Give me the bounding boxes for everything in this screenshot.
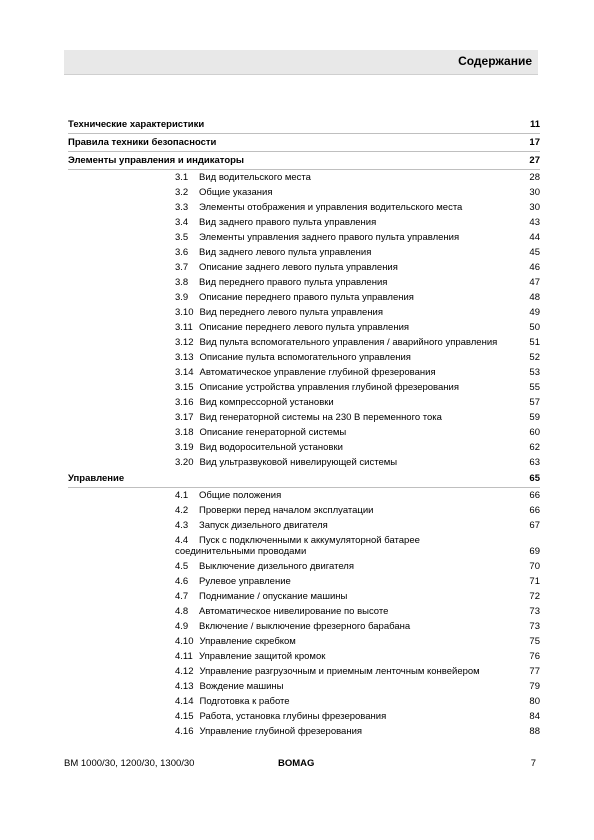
toc-entry-title: Рулевое управление (199, 576, 291, 587)
toc-entry-page: 84 (529, 711, 540, 722)
toc-entry-page: 55 (529, 382, 540, 393)
toc-entry[interactable] (68, 350, 540, 365)
toc-entry-page: 73 (529, 621, 540, 632)
toc-entry-title: Вид генераторной системы на 230 В переменного тока (199, 412, 442, 423)
toc-entry[interactable] (68, 724, 540, 739)
toc-entry[interactable] (68, 395, 540, 410)
toc-entry[interactable] (68, 574, 540, 589)
toc-entry-title: Элементы отображения и управления водительского места (199, 202, 463, 213)
toc-entry[interactable] (68, 518, 540, 533)
toc-entry[interactable] (68, 290, 540, 305)
toc-section-page: 11 (529, 119, 540, 130)
toc-entry-title: Описание пульта вспомогательного управления (199, 352, 411, 363)
toc-entry-page: 80 (529, 696, 540, 707)
toc-section-page: 27 (529, 155, 540, 166)
toc-entry-page: 44 (529, 232, 540, 243)
toc-entry-title: Подготовка к работе (199, 696, 290, 707)
toc-entry-title: Вождение машины (199, 681, 284, 692)
toc-entry-page: 88 (529, 726, 540, 737)
toc-entry-number: 4.12 (175, 666, 194, 677)
toc-section[interactable] (68, 152, 540, 170)
toc-entry-page: 71 (529, 576, 540, 587)
toc-section-page: 17 (529, 137, 540, 148)
toc-section[interactable] (68, 134, 540, 152)
header-bar (64, 50, 538, 75)
toc-entry-title: Вид водительского места (199, 172, 311, 183)
toc-entry-number: 3.1 (175, 172, 189, 183)
toc-entry[interactable] (68, 503, 540, 518)
toc-entry[interactable] (68, 709, 540, 724)
toc-entry[interactable] (68, 440, 540, 455)
toc-entry-title: Управление скребком (199, 636, 296, 647)
toc-entry-number: 3.20 (175, 457, 194, 468)
toc-entry-number: 3.15 (175, 382, 194, 393)
table-of-contents (68, 116, 540, 739)
toc-entry-title: Вид переднего правого пульта управления (199, 277, 388, 288)
toc-entry[interactable] (68, 200, 540, 215)
toc-entry-page: 75 (529, 636, 540, 647)
toc-entry-title: Автоматическое управление глубиной фрезерования (199, 367, 436, 378)
toc-entry[interactable] (68, 589, 540, 604)
toc-section[interactable] (68, 116, 540, 134)
footer-brand: BOMAG (278, 758, 315, 769)
toc-entry-page: 66 (529, 505, 540, 516)
toc-entry-number: 4.15 (175, 711, 194, 722)
toc-entry-title: Управление защитой кромок (199, 651, 326, 662)
toc-entry-number: 3.17 (175, 412, 194, 423)
toc-entry-page: 45 (529, 247, 540, 258)
toc-entry-number: 3.3 (175, 202, 189, 213)
toc-entry-title: Вид переднего левого пульта управления (199, 307, 384, 318)
toc-entry[interactable] (68, 230, 540, 245)
toc-entry-number: 3.13 (175, 352, 194, 363)
toc-entry[interactable] (68, 488, 540, 503)
toc-entry-page: 28 (529, 172, 540, 183)
toc-entry[interactable] (68, 679, 540, 694)
toc-entry[interactable] (68, 694, 540, 709)
toc-entry-page: 48 (529, 292, 540, 303)
toc-entry[interactable] (68, 335, 540, 350)
toc-entry-page: 52 (529, 352, 540, 363)
toc-entry-number: 3.4 (175, 217, 189, 228)
toc-entry-title: Описание устройства управления глубиной фрезерования (199, 382, 459, 393)
toc-entry[interactable] (68, 533, 540, 559)
toc-entry-number: 3.9 (175, 292, 189, 303)
toc-entry-page: 49 (529, 307, 540, 318)
toc-entry-number: 4.16 (175, 726, 194, 737)
toc-section-title: Правила техники безопасности (68, 137, 217, 148)
toc-section-page: 65 (529, 473, 540, 484)
toc-section[interactable] (68, 470, 540, 488)
toc-entry-number: 3.19 (175, 442, 194, 453)
toc-entry-page: 79 (529, 681, 540, 692)
toc-entry-title: Элементы управления заднего правого пульта управления (199, 232, 460, 243)
toc-entry[interactable] (68, 604, 540, 619)
toc-entry-number: 4.4 (175, 535, 189, 546)
toc-entry-title: Автоматическое нивелирование по высоте (199, 606, 389, 617)
toc-entry-title: Вид компрессорной установки (199, 397, 334, 408)
toc-entry-page: 66 (529, 490, 540, 501)
toc-entry[interactable] (68, 245, 540, 260)
toc-entry-title: Поднимание / опускание машины (199, 591, 348, 602)
toc-entry-page: 63 (529, 457, 540, 468)
toc-entry-title: Пуск с подключенными к аккумуляторной батарее соединительными проводами (175, 535, 420, 557)
toc-entry-number: 4.10 (175, 636, 194, 647)
toc-entry-number: 3.7 (175, 262, 189, 273)
toc-entry-page: 47 (529, 277, 540, 288)
toc-entry-number: 4.1 (175, 490, 189, 501)
toc-entry-number: 4.8 (175, 606, 189, 617)
toc-entry[interactable] (68, 320, 540, 335)
toc-entry[interactable] (68, 455, 540, 470)
toc-entry-title: Вид пульта вспомогательного управления / аварийного управления (199, 337, 498, 348)
toc-entry-page: 77 (529, 666, 540, 677)
toc-entry-page: 59 (529, 412, 540, 423)
toc-entry-number: 4.9 (175, 621, 189, 632)
toc-entry-page: 57 (529, 397, 540, 408)
toc-entry[interactable] (68, 410, 540, 425)
toc-entry-number: 4.13 (175, 681, 194, 692)
toc-entry-title: Запуск дизельного двигателя (199, 520, 328, 531)
toc-entry-number: 4.5 (175, 561, 189, 572)
toc-entry-title: Описание переднего левого пульта управления (199, 322, 410, 333)
toc-entry-page: 46 (529, 262, 540, 273)
toc-entry-page: 76 (529, 651, 540, 662)
toc-entry-number: 3.10 (175, 307, 194, 318)
toc-entry-title: Общие положения (199, 490, 282, 501)
toc-entry-number: 4.6 (175, 576, 189, 587)
toc-entry[interactable] (68, 664, 540, 679)
toc-entry-title: Вид ультразвуковой нивелирующей системы (199, 457, 398, 468)
toc-entry[interactable] (68, 649, 540, 664)
toc-entry[interactable] (68, 260, 540, 275)
toc-entry-number: 4.3 (175, 520, 189, 531)
toc-entry[interactable] (68, 365, 540, 380)
toc-entry[interactable] (68, 185, 540, 200)
toc-entry[interactable] (68, 619, 540, 634)
toc-entry-page: 69 (529, 546, 540, 557)
toc-entry-page: 67 (529, 520, 540, 531)
toc-entry-title: Работа, установка глубины фрезерования (199, 711, 387, 722)
toc-entry-number: 3.8 (175, 277, 189, 288)
toc-entry[interactable] (68, 425, 540, 440)
footer (64, 758, 540, 772)
toc-entry-title: Вид заднего правого пульта управления (199, 217, 377, 228)
toc-entry-page: 51 (529, 337, 540, 348)
footer-page-number: 7 (530, 758, 536, 769)
toc-entry[interactable] (68, 275, 540, 290)
toc-section-title: Элементы управления и индикаторы (68, 155, 245, 166)
toc-entry-page: 43 (529, 217, 540, 228)
toc-entry-page: 60 (529, 427, 540, 438)
toc-entry-title: Общие указания (199, 187, 273, 198)
toc-entry[interactable] (68, 559, 540, 574)
toc-entry-title: Описание генераторной системы (199, 427, 347, 438)
toc-entry-page: 70 (529, 561, 540, 572)
toc-entry-page: 50 (529, 322, 540, 333)
toc-entry-title: Вид водоросительной установки (199, 442, 343, 453)
toc-entry-number: 3.11 (175, 322, 193, 333)
toc-entry-number: 3.2 (175, 187, 189, 198)
toc-entry-number: 3.18 (175, 427, 194, 438)
toc-entry-title: Вид заднего левого пульта управления (199, 247, 372, 258)
toc-entry[interactable] (68, 634, 540, 649)
toc-entry-number: 4.2 (175, 505, 189, 516)
toc-entry-title: Описание переднего правого пульта управления (199, 292, 414, 303)
toc-section-title: Технические характеристики (68, 119, 205, 130)
toc-entry-number: 3.6 (175, 247, 189, 258)
toc-section-title: Управление (68, 473, 125, 484)
page-title: Содержание (458, 54, 532, 68)
toc-entry-title: Включение / выключение фрезерного барабана (199, 621, 411, 632)
toc-entry-page: 73 (529, 606, 540, 617)
toc-entry-title: Описание заднего левого пульта управления (199, 262, 398, 273)
toc-entry-title: Управление глубиной фрезерования (199, 726, 363, 737)
toc-entry-page: 72 (529, 591, 540, 602)
toc-entry[interactable] (68, 170, 540, 185)
toc-entry-page: 30 (529, 202, 540, 213)
toc-entry-page: 30 (529, 187, 540, 198)
toc-entry-number: 4.7 (175, 591, 189, 602)
toc-entry-page: 53 (529, 367, 540, 378)
toc-entry-number: 3.12 (175, 337, 194, 348)
toc-entry-number: 3.14 (175, 367, 194, 378)
toc-entry-title: Выключение дизельного двигателя (199, 561, 354, 572)
toc-entry-number: 3.16 (175, 397, 194, 408)
toc-entry-number: 3.5 (175, 232, 189, 243)
toc-entry-page: 62 (529, 442, 540, 453)
toc-entry[interactable] (68, 380, 540, 395)
toc-entry[interactable] (68, 215, 540, 230)
footer-model: BM 1000/30, 1200/30, 1300/30 (64, 758, 195, 769)
toc-entry-number: 4.11 (175, 651, 193, 662)
toc-entry[interactable] (68, 305, 540, 320)
toc-entry-title: Проверки перед началом эксплуатации (199, 505, 374, 516)
toc-entry-title: Управление разгрузочным и приемным ленточным конвейером (199, 666, 480, 677)
toc-entry-number: 4.14 (175, 696, 194, 707)
